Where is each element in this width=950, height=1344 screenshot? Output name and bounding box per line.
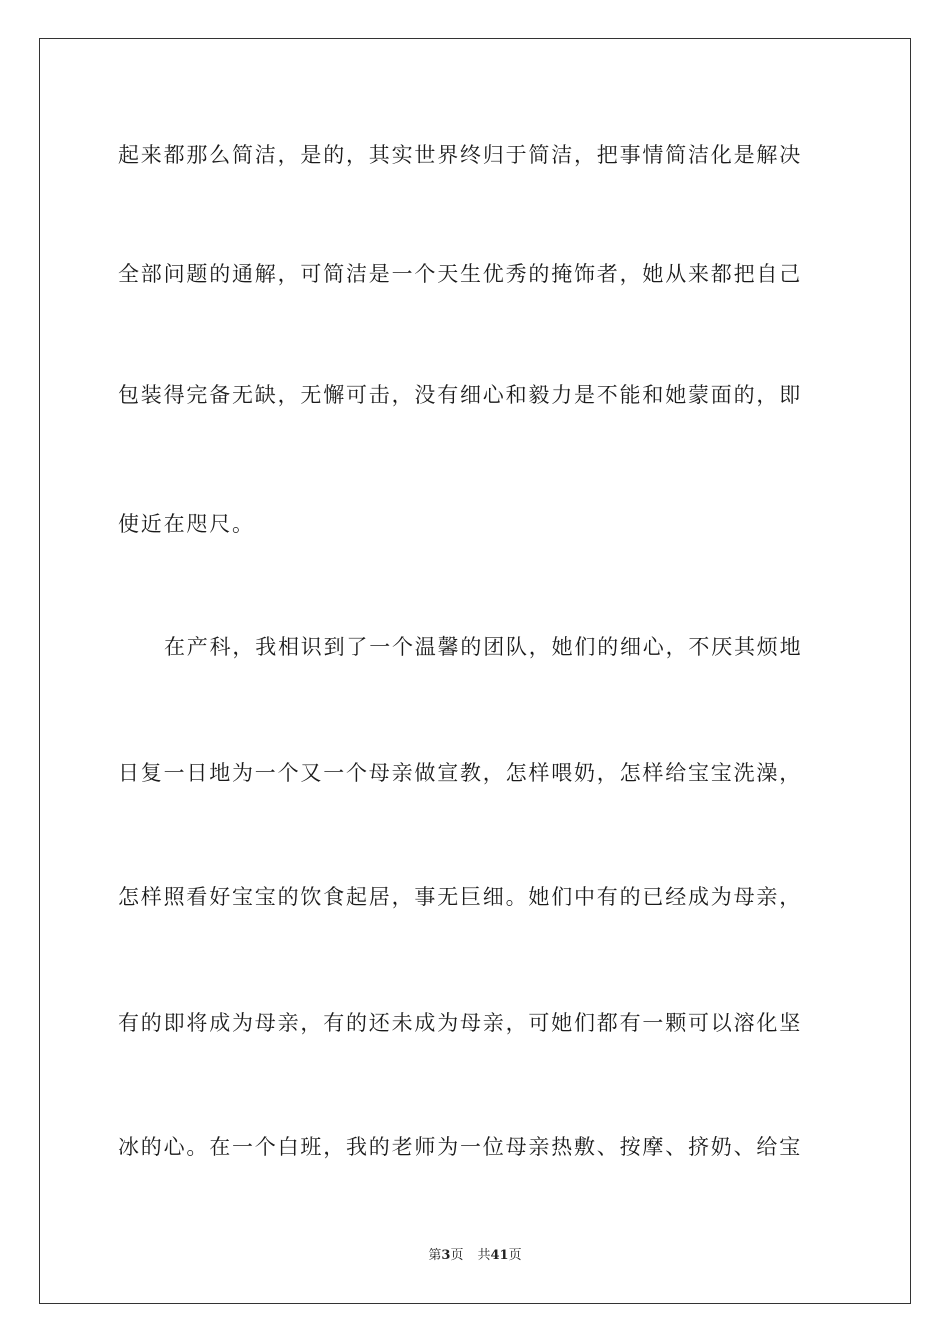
paragraph-line-6: 日复一日地为一个又一个母亲做宣教，怎样喂奶，怎样给宝宝洗澡， <box>118 761 802 785</box>
page-footer <box>0 1247 950 1265</box>
paragraph-line-7: 怎样照看好宝宝的饮食起居，事无巨细。她们中有的已经成为母亲， <box>118 885 802 909</box>
footer-total-pages: 41 <box>490 1248 509 1263</box>
footer-total-prefix: 共 <box>477 1248 491 1263</box>
paragraph-line-4: 使近在咫尺。 <box>118 512 255 536</box>
paragraph-line-9: 冰的心。在一个白班，我的老师为一位母亲热敷、按摩、挤奶、给宝 <box>118 1135 802 1159</box>
paragraph-line-5: 在产科，我相识到了一个温馨的团队，她们的细心，不厌其烦地 <box>164 635 803 659</box>
paragraph-line-1: 起来都那么简洁，是的，其实世界终归于简洁，把事情简洁化是解决 <box>118 143 802 167</box>
footer-page-suffix: 页 <box>450 1248 464 1263</box>
paragraph-line-2: 全部问题的通解，可简洁是一个天生优秀的掩饰者，她从来都把自己 <box>118 262 802 286</box>
paragraph-line-3: 包装得完备无缺，无懈可击，没有细心和毅力是不能和她蒙面的，即 <box>118 383 802 407</box>
page-frame <box>39 38 911 1304</box>
footer-page-prefix: 第 <box>428 1248 442 1263</box>
footer-page-number: 3 <box>441 1248 451 1263</box>
paragraph-line-8: 有的即将成为母亲，有的还未成为母亲，可她们都有一颗可以溶化坚 <box>118 1011 802 1035</box>
footer-total-suffix: 页 <box>508 1248 522 1263</box>
